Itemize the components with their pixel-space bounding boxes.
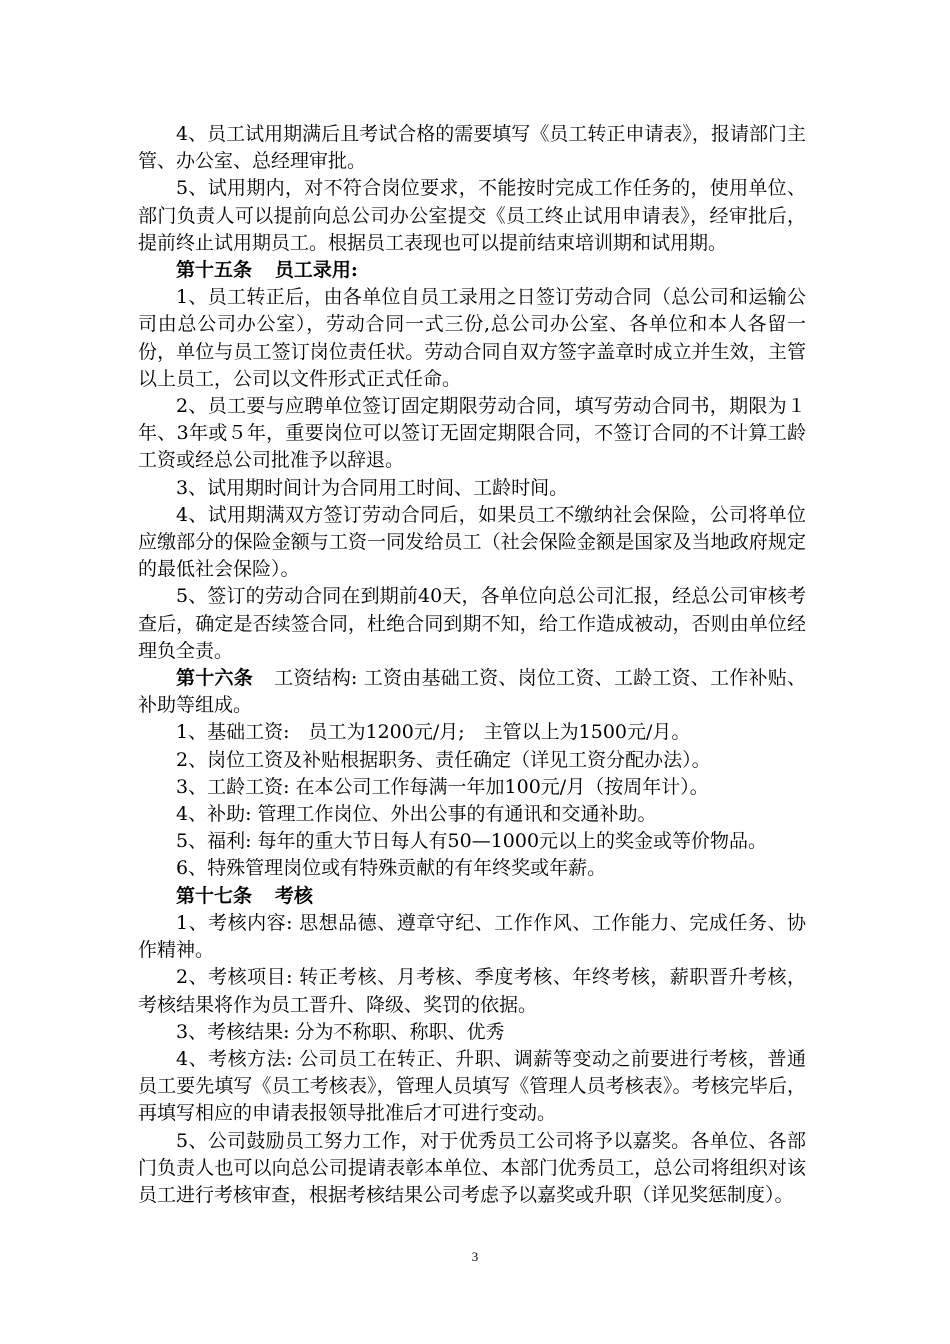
article-17-heading [138,883,806,910]
article-title: 员工录用: [274,259,358,282]
paragraph: 5、试用期内，对不符合岗位要求，不能按时完成工作任务的，使用单位、部门负责人可以提前向总公司办公室提交《员工终止试用申请表》，经审批后，提前终止试用期员工。根据员工表现也可以提前结束培训期和试用期。 [138,177,806,254]
list-item: 4、补助: 管理工作岗位、外出公事的有通讯和交通补助。 [176,803,657,826]
list-item: 3、试用期时间计为合同用工时间、工龄时间。 [176,476,569,499]
article-title: 工资结构: 工资由基础工资、岗位工资、工龄工资、工作补贴、补助等组成。 [138,667,806,717]
list-item: 3、工龄工资: 在本公司工作每满一年加100元/月（按周年计）。 [176,775,709,798]
list-item: 5、福利: 每年的重大节日每人有50—1000元以上的奖金或等价物品。 [176,830,768,853]
list-item: 5、签订的劳动合同在到期前40天，各单位向总公司汇报，经总公司审核考查后，确定是否续签合同，杜绝合同到期不知，给工作造成被动，否则由单位经理负全责。 [138,585,806,662]
article-16-heading [138,665,806,719]
article-number: 第十六条 [176,667,253,690]
article-number: 第十七条 [176,884,253,907]
list-item: 2、考核项目: 转正考核、月考核、季度考核、年终考核，薪职晋升考核，考核结果将作为员工晋升、降级、奖罚的依据。 [138,966,806,1016]
document-body [138,121,806,1209]
list-item: 6、特殊管理岗位或有特殊贡献的有年终奖或年薪。 [176,857,607,880]
list-item: 2、员工要与应聘单位签订固定期限劳动合同，填写劳动合同书，期限为１年、3年或５年，重要岗位可以签订无固定期限合同，不签订合同的不计算工龄工资或经总公司批准予以辞退。 [138,395,806,472]
list-item: 1、考核内容: 思想品德、遵章守纪、工作作风、工作能力、完成任务、协作精神。 [138,911,806,962]
list-item: 1、基础工资: 员工为1200元/月; 主管以上为1500元/月。 [176,721,691,744]
list-item: 3、考核结果: 分为不称职、称职、优秀 [176,1020,505,1043]
article-number: 第十五条 [176,259,253,282]
list-item: 2、岗位工资及补贴根据职务、责任确定（详见工资分配办法）。 [176,748,711,771]
article-title: 考核 [274,884,313,907]
list-item: 5、公司鼓励员工努力工作，对于优秀员工公司将予以嘉奖。各单位、各部门负责人也可以向总公司提请表彰本单位、本部门优秀员工，总公司将组织对该员工进行考核审查，根据考核结果公司考虑予以嘉奖或升职（详见奖惩制度）。 [138,1129,806,1206]
list-item: 1、员工转正后，由各单位自员工录用之日签订劳动合同（总公司和运输公司由总公司办公室），劳动合同一式三份,总公司办公室、各单位和本人各留一份，单位与员工签订岗位责任状。劳动合同自双方签字盖章时成立并生效，主管以上员工，公司以文件形式正式任命。 [138,286,806,390]
list-item: 4、考核方法: 公司员工在转正、升职、调薪等变动之前要进行考核，普通员工要先填写《员工考核表》，管理人员填写《管理人员考核表》。考核完毕后，再填写相应的申请表报领导批准后才可进行变动。 [138,1047,806,1125]
page-number: 3 [471,1249,479,1264]
paragraph: 4、员工试用期满后且考试合格的需要填写《员工转正申请表》，报请部门主管、办公室、总经理审批。 [138,123,806,173]
article-15-heading [138,257,806,284]
list-item: 4、试用期满双方签订劳动合同后，如果员工不缴纳社会保险，公司将单位应缴部分的保险金额与工资一同发给员工（社会保险金额是国家及当地政府规定的最低社会保险）。 [138,503,806,581]
